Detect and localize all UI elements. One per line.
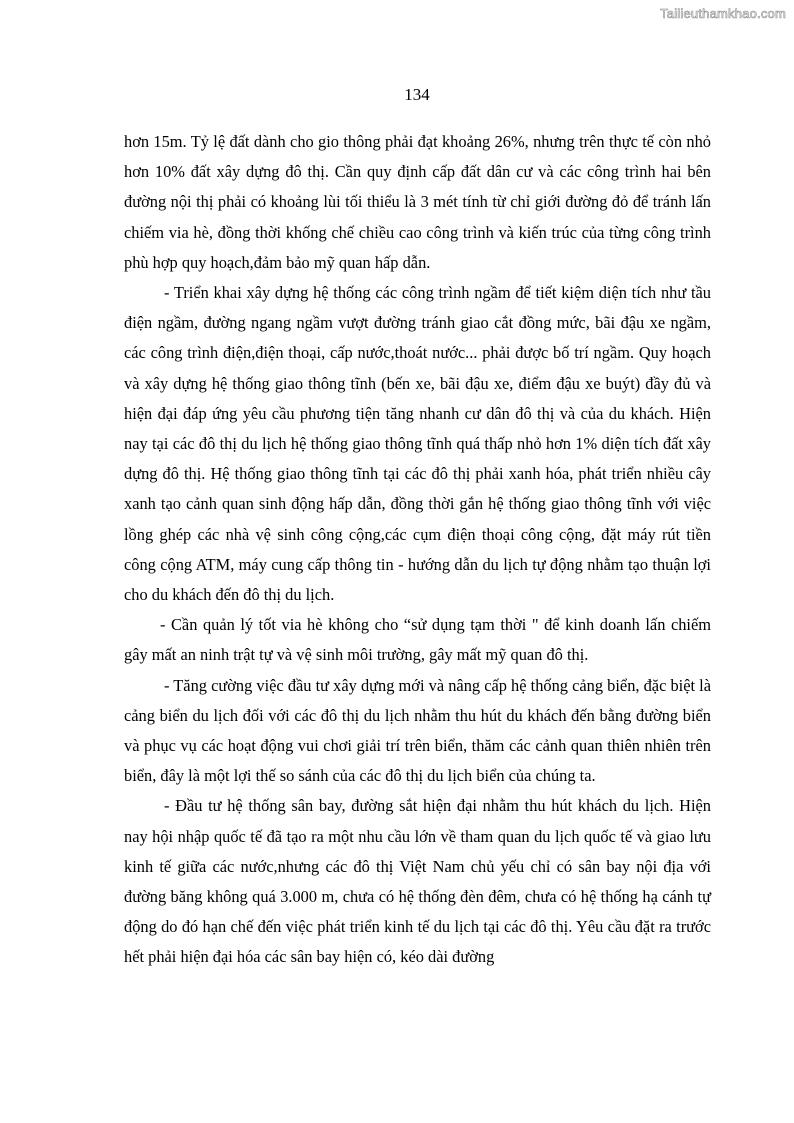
paragraph-4: - Tăng cường việc đầu tư xây dựng mới và nâng cấp hệ thống cảng biển, đặc biệt là cảng biển du lịch đối với các đô thị du lịch nhằm thu hút du khách đến bằng đường biển và phục vụ các hoạt động vui chơi giải trí trên biển, thăm các cảnh quan thiên nhiên trên biển, đây là một lợi thế so sánh của các đô thị du lịch biển của chúng ta.: [124, 675, 711, 786]
paragraph-5: - Đầu tư hệ thống sân bay, đường sắt hiện đại nhằm thu hút khách du lịch. Hiện nay hội nhập quốc tế đã tạo ra một nhu cầu lớn về tham quan du lịch quốc tế và giao lưu kinh tế giữa các nước,nhưng các đô thị Việt Nam chủ yếu chỉ có sân bay nội địa với đường băng không quá 3.000 m, chưa có hệ thống đèn đêm, chưa có hệ thống hạ cánh tự động do đó hạn chế đến việc phát triển kinh tế du lịch tại các đô thị. Yêu cầu đặt ra trước hết phải hiện đại hóa các sân bay hiện có, kéo dài đường: [124, 796, 711, 967]
paragraph-1: hơn 15m. Tỷ lệ đất dành cho gio thông phải đạt khoảng 26%, nhưng trên thực tế còn nhỏ hơn 10% đất xây dựng đô thị. Cần quy định cấp đất dân cư và các công trình hai bên đường nội thị phải có khoảng lùi tối thiểu là 3 mét tính từ chỉ giới đường đỏ để tránh lấn chiếm via hè, đồng thời khống chế chiều cao công trình và kiến trúc của từng công trình phù hợp quy hoạch,đảm bảo mỹ quan hấp dẫn.: [124, 132, 711, 272]
paragraph-3: - Cần quản lý tốt via hè không cho “sử dụng tạm thời " để kinh doanh lấn chiếm gây mất an ninh trật tự và vệ sinh môi trường, gây mất mỹ quan đô thị.: [124, 615, 711, 665]
watermark: Tailieuthamkhao.com: [660, 6, 786, 21]
document-body: [124, 127, 711, 973]
paragraph-2: - Triển khai xây dựng hệ thống các công trình ngầm để tiết kiệm diện tích như tầu điện ngầm, đường ngang ngầm vượt đường tránh giao cắt đồng mức, bãi đậu xe ngầm, các công trình điện,điện thoại, cấp nước,thoát nước... phải được bố trí ngầm. Quy hoạch và xây dựng hệ thống giao thông tĩnh (bến xe, bãi đậu xe, điểm đậu xe buýt) đầy đủ và hiện đại đáp ứng yêu cầu phương tiện tăng nhanh cư dân đô thị và của du khách. Hiện nay tại các đô thị du lịch hệ thống giao thông tĩnh quá thấp nhỏ hơn 1% diện tích đất xây dựng đô thị. Hệ thống giao thông tĩnh tại các đô thị phải xanh hóa, phát triển nhiều cây xanh tạo cảnh quan sinh động hấp dẫn, đồng thời gắn hệ thống giao thông tĩnh với việc lồng ghép các nhà vệ sinh công cộng,các cụm điện thoại công cộng, đặt máy rút tiền công cộng ATM, máy cung cấp thông tin - hướng dẫn du lịch tự động nhằm tạo thuận lợi cho du khách đến đô thị du lịch.: [124, 283, 711, 605]
page-number: 134: [404, 85, 430, 104]
